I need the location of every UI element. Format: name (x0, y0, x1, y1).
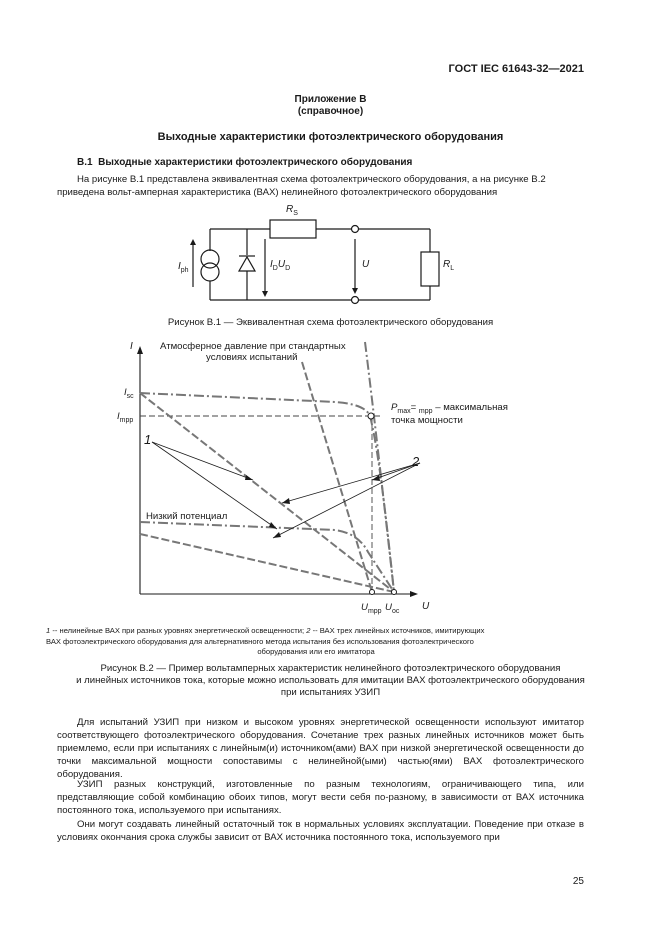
axis-u-label: U (422, 601, 430, 612)
marker-2: 2 (412, 454, 420, 469)
leader-2a-head (282, 498, 290, 504)
paragraph-3: Они могут создавать линейный остаточный ток в нормальных условиях эксплуатации. Поведение при отказе в условиях окончания срока службы зависит от ВАХ источника постоянного тока, используемого при (57, 819, 584, 843)
mpp-point (368, 413, 374, 419)
figure-1-circuit (0, 195, 661, 315)
umpp-label: $U_{mpp}$ (361, 602, 382, 615)
intro-line-2: приведена вольт-амперная характеристика (ВАХ) нелинейного фотоэлектрического оборудования (57, 187, 498, 198)
document-standard-number: ГОСТ IEC 61643-32—2021 (448, 63, 584, 75)
low-potential-label: Низкий потенциал (146, 511, 228, 522)
section-heading (77, 157, 412, 168)
umpp-point (370, 590, 375, 595)
label-rs: $R_S$ (286, 204, 298, 217)
main-title: Выходные характеристики фотоэлектрического оборудования (157, 131, 504, 143)
label-id-ud: $I_DU_D$ (270, 259, 291, 272)
label-u: U (362, 259, 370, 270)
linear-source-2 (140, 534, 394, 592)
paragraph-1: Для испытаний УЗИП при низком и высоком уровнях энергетической освещенности используют имитатор соответствующего фотоэлектрического оборудования. Сочетание трех разных линейных источников может быть приемлемо, если при испытаниях с линейным(и) источником(ами) ВАХ при низкой энергетической освещенности до точки максимальной мощности сопоставимы с нелинейной(ыми) частью(ями) ВАХ фотоэлектрического оборудования. (57, 717, 584, 780)
linear-source-1 (140, 393, 394, 592)
uoc-label: $U_{oc}$ (385, 602, 400, 615)
figure-2-iv-chart (0, 330, 661, 620)
nonlinear-curve-low (140, 522, 394, 592)
impp-label: $I_{mpp}$ (117, 411, 134, 424)
leader-2b (273, 463, 420, 538)
resistor-rs (270, 220, 316, 238)
pmax-label: $P_{max}= _{mpp}$ – максимальная (391, 402, 508, 415)
figure-1-caption: Рисунок В.1 — Эквивалентная схема фотоэлектрического оборудования (167, 317, 494, 328)
std-conditions-line-1: Атмосферное давление при стандартных (160, 341, 346, 352)
terminal-bottom (352, 297, 359, 304)
arrow-iph-head (190, 239, 196, 245)
std-conditions-line-2: условиях испытаний (206, 352, 298, 363)
source-circle-bottom (201, 263, 219, 281)
leader-1a-head (245, 475, 253, 480)
leader-1a (152, 442, 253, 480)
figure-2-key (46, 626, 586, 658)
section-title: Выходные характеристики фотоэлектрического оборудования (98, 157, 413, 168)
arrow-id-head (262, 291, 268, 297)
axis-u-arrowhead (410, 591, 418, 597)
page-number: 25 (572, 876, 584, 887)
figure-2-key-line-3: оборудования или его имитатора (257, 647, 375, 656)
figure-2-key-line-2: ВАХ фотоэлектрического оборудования для альтернативного метода испытания без использования фотоэлектрического (46, 636, 474, 646)
pmax-label-line-2: точка мощности (391, 415, 463, 426)
section-number: В.1 (77, 157, 93, 168)
figure-2-caption-line-1: Рисунок В.2 — Пример вольтамперных характеристик нелинейного фотоэлектрического оборудования (100, 663, 561, 674)
axis-i-arrowhead (137, 346, 143, 354)
leader-2b-head (273, 532, 281, 538)
leader-2a (282, 463, 420, 503)
paragraph-2: УЗИП разных конструкций, изготовленные по разным технологиям, ограничивающего типа, или представляющие собой комбинацию обоих типов, могут вести себя по-разному, в зависимости от ВАХ источника постоянного тока, используемого при испытаниях. (57, 779, 584, 816)
figure-2-caption (0, 663, 661, 699)
figure-2-caption-line-2: и линейных источников тока, которые можно использовать для имитации ВАХ фотоэлектрического оборудования (76, 675, 585, 686)
figure-2-caption-line-3: при испытаниях УЗИП (280, 687, 381, 698)
arrow-u-head (352, 288, 358, 294)
resistor-rl (421, 252, 439, 286)
linear-source-3 (302, 362, 372, 592)
isc-label: $I_{sc}$ (124, 387, 134, 400)
label-rl: $R_L$ (443, 259, 455, 272)
terminal-top (352, 226, 359, 233)
annex-title: Приложение В (294, 94, 367, 105)
uoc-point (392, 590, 397, 595)
label-iph: $I_{ph}$ (178, 261, 189, 274)
annex-type: (справочное) (297, 106, 364, 117)
diode-triangle (239, 257, 255, 271)
axis-i-label: I (130, 341, 133, 352)
intro-line-1: На рисунке В.1 представлена эквивалентная схема фотоэлектрического оборудования, а на рисунке В.2 (77, 174, 546, 185)
marker-1: 1 (144, 432, 152, 447)
figure-2-key-line-1: 1 -- нелинейные ВАХ при разных уровнях энергетической освещенности; 2 -- ВАХ трех линейных источников, имитирующих (46, 626, 485, 635)
